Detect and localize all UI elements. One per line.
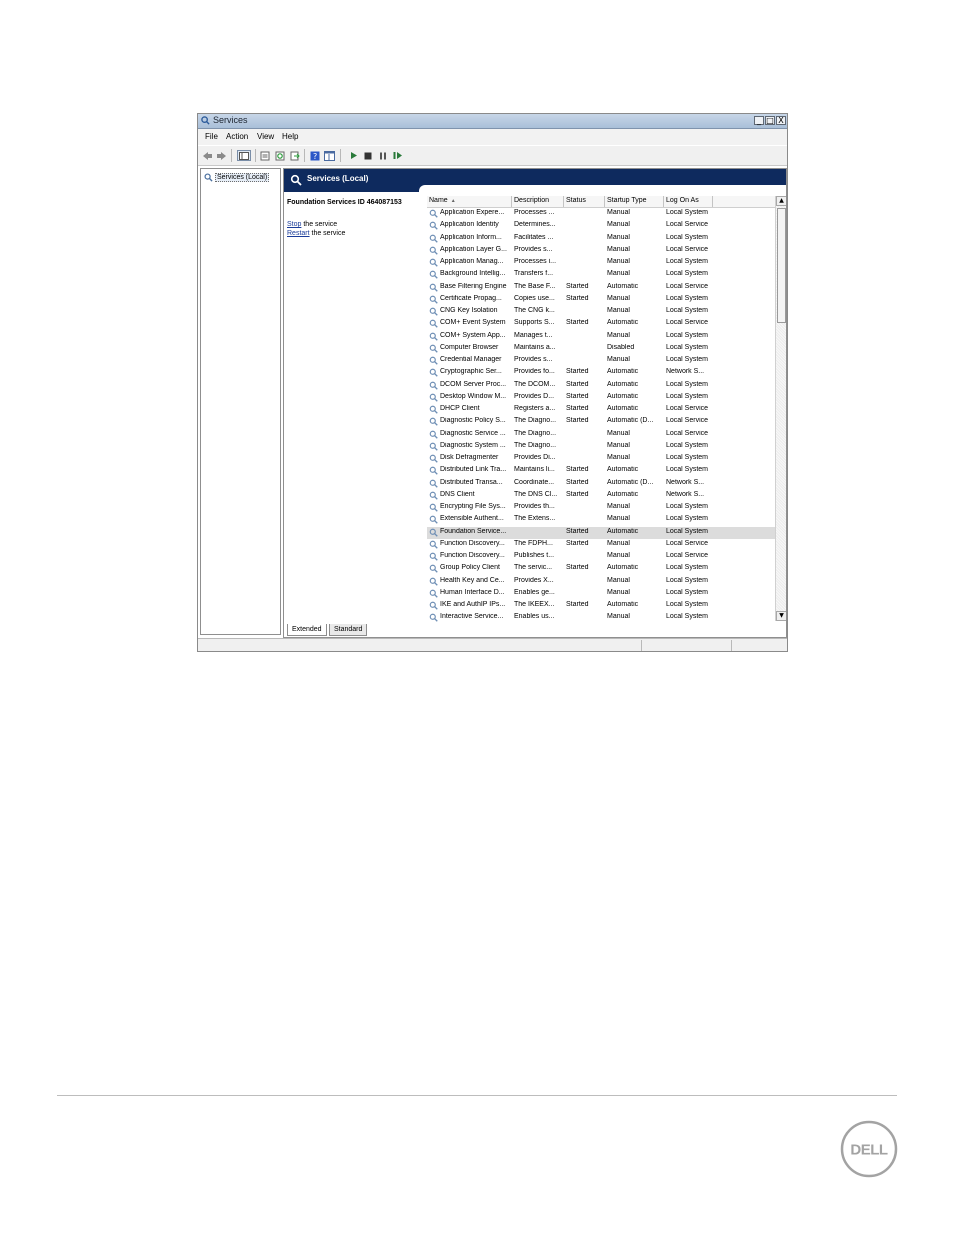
service-name: Distributed Link Tra... (440, 466, 507, 474)
service-gear-icon (429, 405, 438, 414)
column-divider[interactable] (663, 196, 664, 207)
status-bar (198, 638, 787, 652)
service-name: Disk Defragmenter (440, 454, 499, 461)
view-tabs (283, 624, 787, 637)
service-description: Provides th... (514, 503, 555, 510)
service-startup-type: Automatic (607, 601, 639, 608)
services-window (197, 113, 788, 652)
service-row[interactable] (427, 527, 775, 539)
service-gear-icon (429, 209, 438, 218)
console-tree-icon[interactable] (237, 150, 251, 161)
maximize-button[interactable]: □ (766, 116, 774, 125)
svg-text:DELL: DELL (850, 1141, 888, 1159)
service-startup-type: Manual (607, 441, 630, 449)
service-row[interactable] (427, 551, 775, 563)
column-header-description[interactable]: Description (514, 197, 550, 204)
list-header (427, 196, 775, 208)
services-gear-icon (204, 173, 213, 182)
service-name: Application Expere... (440, 209, 505, 216)
service-description: The FDPH... (514, 539, 553, 547)
properties-icon[interactable] (259, 150, 270, 161)
refresh-icon[interactable] (274, 150, 285, 161)
service-log-on-as: Network S... (666, 478, 705, 486)
stop-service-line (287, 221, 337, 228)
service-log-on-as: Local System (666, 527, 709, 535)
service-startup-type: Manual (607, 552, 630, 559)
tree-item-services-local[interactable] (204, 172, 269, 182)
scrollbar-thumb[interactable] (777, 208, 786, 323)
service-row[interactable] (427, 453, 775, 465)
service-startup-type: Manual (607, 307, 630, 314)
service-startup-type: Automatic (607, 466, 639, 474)
menu-file[interactable]: File (205, 132, 218, 141)
service-startup-type: Automatic (607, 380, 639, 388)
service-startup-type: Automatic (607, 392, 639, 400)
service-gear-icon (429, 540, 438, 549)
service-startup-type: Manual (607, 588, 630, 596)
service-log-on-as: Local Service (666, 539, 709, 547)
service-status: Started (566, 478, 589, 486)
service-row[interactable] (427, 539, 775, 551)
status-divider (641, 640, 642, 651)
service-gear-icon (429, 295, 438, 304)
service-log-on-as: Local System (666, 613, 709, 621)
list-rows (427, 208, 775, 621)
service-log-on-as: Local System (666, 331, 709, 339)
service-startup-type: Manual (607, 245, 630, 253)
service-startup-type: Automatic (607, 282, 639, 290)
service-row[interactable] (427, 331, 775, 343)
service-gear-icon (429, 515, 438, 524)
service-startup-type: Manual (607, 539, 630, 547)
service-name: Encrypting File Sys... (440, 503, 506, 510)
service-startup-type: Manual (607, 270, 630, 278)
stop-icon[interactable] (362, 150, 373, 161)
service-status: Started (566, 490, 589, 498)
service-row[interactable] (427, 441, 775, 453)
service-gear-icon (429, 454, 438, 463)
service-row[interactable] (427, 257, 775, 269)
service-row[interactable] (427, 355, 775, 367)
service-gear-icon (429, 368, 438, 377)
service-name: COM+ System App... (440, 331, 506, 339)
tab-standard[interactable]: Standard (329, 624, 367, 636)
export-icon[interactable] (289, 150, 300, 161)
service-startup-type: Manual (607, 576, 630, 584)
service-gear-icon (429, 466, 438, 475)
restart-service-text: the service (309, 230, 346, 237)
service-description: Transfers f... (514, 270, 554, 278)
service-row[interactable] (427, 367, 775, 379)
service-row[interactable] (427, 282, 775, 294)
toolbar-separator (231, 149, 232, 162)
service-description: The Diagno... (514, 429, 557, 437)
toolbar-separator (304, 149, 305, 162)
service-description: The IKEEX... (514, 601, 555, 608)
service-startup-type: Manual (607, 294, 630, 302)
service-name: Distributed Transa... (440, 478, 503, 486)
stop-service-link[interactable]: Stop (287, 221, 302, 228)
service-startup-type: Manual (607, 209, 630, 216)
service-log-on-as: Local Service (666, 417, 709, 425)
service-gear-icon (429, 283, 438, 292)
service-name: Human Interface D... (440, 588, 505, 596)
service-name: DCOM Server Proc... (440, 380, 507, 388)
service-name: Function Discovery... (440, 539, 505, 547)
footer-divider (57, 1095, 897, 1096)
service-startup-type: Manual (607, 356, 630, 363)
restart-icon[interactable] (392, 150, 403, 161)
toolbar (198, 146, 787, 166)
service-gear-icon (429, 589, 438, 598)
view-icon[interactable] (324, 150, 335, 161)
service-gear-icon (429, 332, 438, 341)
service-row[interactable] (427, 514, 775, 526)
service-row[interactable] (427, 612, 775, 624)
scroll-up-button[interactable]: ▲ (776, 196, 787, 206)
service-log-on-as: Local Service (666, 429, 709, 437)
service-name: Certificate Propag... (440, 294, 502, 302)
service-name: Group Policy Client (440, 564, 500, 572)
service-row[interactable] (427, 343, 775, 355)
service-description: Enables ge... (514, 588, 555, 596)
service-description: The Extens... (514, 515, 556, 523)
forward-icon[interactable] (216, 150, 227, 161)
column-header-name[interactable]: Name ▲ (429, 197, 456, 204)
service-name: Foundation Service... (440, 527, 507, 535)
service-gear-icon (429, 381, 438, 390)
service-log-on-as: Local System (666, 270, 709, 278)
service-description: The Base F... (514, 282, 556, 290)
scroll-down-button[interactable]: ▼ (776, 611, 787, 621)
service-name: CNG Key Isolation (440, 307, 498, 314)
service-description: The DCOM... (514, 380, 556, 388)
service-gear-icon (429, 270, 438, 279)
toolbar-separator (340, 149, 341, 162)
column-divider[interactable] (712, 196, 713, 207)
service-row[interactable] (427, 465, 775, 477)
service-row[interactable] (427, 245, 775, 257)
service-gear-icon (429, 430, 438, 439)
restart-service-link[interactable]: Restart (287, 230, 310, 237)
service-name: Diagnostic System ... (440, 441, 506, 449)
service-description: Copies use... (514, 294, 555, 302)
service-name: Health Key and Ce... (440, 576, 505, 584)
service-row[interactable] (427, 563, 775, 575)
service-row[interactable] (427, 576, 775, 588)
service-description: Provides fo... (514, 368, 555, 376)
column-divider[interactable] (511, 196, 512, 207)
pane-header-curve (419, 185, 787, 193)
service-description: Processes ... (514, 209, 555, 216)
sort-ascending-icon: ▲ (450, 198, 456, 204)
service-gear-icon (429, 503, 438, 512)
service-status: Started (566, 319, 589, 327)
service-status: Started (566, 466, 589, 474)
service-row[interactable] (427, 233, 775, 245)
status-divider (731, 640, 732, 651)
service-log-on-as: Local Service (666, 282, 709, 290)
service-status: Started (566, 405, 589, 412)
service-description: The servic... (514, 564, 553, 572)
service-description: Processes i... (514, 258, 557, 265)
service-startup-type: Manual (607, 258, 630, 265)
service-name: Diagnostic Policy S... (440, 417, 506, 425)
service-description: Provides s... (514, 356, 553, 363)
service-description: Registers a... (514, 405, 556, 412)
service-startup-type: Manual (607, 503, 630, 510)
service-gear-icon (429, 356, 438, 365)
service-gear-icon (429, 491, 438, 500)
console-tree (200, 168, 281, 635)
service-row[interactable] (427, 380, 775, 392)
service-description: Facilitates ... (514, 233, 554, 241)
service-description: Enables us... (514, 613, 555, 621)
service-log-on-as: Local System (666, 466, 709, 474)
title-bar[interactable] (198, 114, 787, 129)
service-log-on-as: Local System (666, 601, 709, 608)
service-row[interactable] (427, 269, 775, 281)
service-row[interactable] (427, 404, 775, 416)
service-name: DNS Client (440, 490, 475, 498)
service-name: Diagnostic Service ... (440, 429, 506, 437)
column-header-status[interactable]: Status (566, 197, 586, 204)
service-description: Supports S... (514, 319, 555, 327)
service-log-on-as: Local System (666, 343, 709, 351)
service-startup-type: Automatic (607, 564, 639, 572)
menu-action[interactable]: Action (226, 132, 249, 141)
service-log-on-as: Local System (666, 441, 709, 449)
toolbar-separator (255, 149, 256, 162)
stop-service-text: the service (301, 221, 338, 228)
service-name: Base Filtering Engine (440, 282, 507, 290)
service-gear-icon (429, 479, 438, 488)
pause-icon[interactable] (377, 150, 388, 161)
service-row[interactable] (427, 588, 775, 600)
service-row[interactable] (427, 429, 775, 441)
service-status: Started (566, 294, 589, 302)
service-status: Started (566, 527, 589, 535)
service-description: Provides s... (514, 245, 553, 253)
service-status: Started (566, 564, 589, 572)
restart-service-line (287, 230, 345, 237)
column-divider[interactable] (563, 196, 564, 207)
service-startup-type: Automatic (607, 319, 639, 327)
service-description: Provides Di... (514, 454, 556, 461)
services-gear-icon (201, 116, 210, 125)
services-gear-icon (290, 174, 302, 186)
service-description: The Diagno... (514, 417, 557, 425)
service-log-on-as: Local Service (666, 221, 709, 229)
service-name: Credential Manager (440, 356, 502, 363)
service-gear-icon (429, 246, 438, 255)
service-row[interactable] (427, 490, 775, 502)
service-log-on-as: Local System (666, 588, 709, 596)
service-startup-type: Automatic (607, 368, 639, 376)
service-name: Cryptographic Ser... (440, 368, 502, 376)
service-name: Extensible Authent... (440, 515, 504, 523)
column-divider[interactable] (604, 196, 605, 207)
service-row[interactable] (427, 294, 775, 306)
service-log-on-as: Local System (666, 294, 709, 302)
service-gear-icon (429, 577, 438, 586)
close-button[interactable]: X (776, 116, 786, 125)
service-log-on-as: Local System (666, 233, 709, 241)
services-list (427, 196, 787, 621)
service-log-on-as: Local System (666, 209, 709, 216)
service-gear-icon (429, 393, 438, 402)
tree-item-label: Services (Local) (217, 173, 268, 181)
service-status: Started (566, 417, 589, 425)
tab-extended[interactable]: Extended (287, 624, 327, 636)
service-name: DHCP Client (440, 405, 480, 412)
vertical-scrollbar[interactable] (775, 196, 787, 621)
service-name: Background Intellig... (440, 270, 506, 278)
service-description: The DNS Cl... (514, 490, 558, 498)
service-log-on-as: Local System (666, 392, 709, 400)
service-row[interactable] (427, 306, 775, 318)
service-startup-type: Automatic (607, 490, 639, 498)
service-status: Started (566, 539, 589, 547)
service-name: COM+ Event System (440, 319, 506, 327)
services-pane (283, 168, 787, 638)
service-gear-icon (429, 221, 438, 230)
service-log-on-as: Local System (666, 564, 709, 572)
minimize-button[interactable]: _ (754, 116, 764, 125)
menu-view[interactable]: View (257, 132, 275, 141)
service-log-on-as: Local Service (666, 245, 709, 253)
service-log-on-as: Local Service (666, 405, 709, 412)
window-title: Services (213, 115, 248, 125)
service-log-on-as: Local System (666, 515, 709, 523)
service-description: Determines... (514, 221, 556, 229)
service-log-on-as: Local System (666, 503, 709, 510)
service-startup-type: Automatic (D... (607, 417, 654, 425)
service-status: Started (566, 282, 589, 290)
service-row[interactable] (427, 502, 775, 514)
service-name: Application Identity (440, 221, 499, 229)
service-startup-type: Automatic (D... (607, 478, 654, 486)
service-description: Maintains li... (514, 466, 555, 474)
service-name: Desktop Window M... (440, 392, 507, 400)
service-log-on-as: Local Service (666, 319, 709, 327)
service-gear-icon (429, 234, 438, 243)
service-startup-type: Manual (607, 429, 630, 437)
service-startup-type: Manual (607, 515, 630, 523)
service-log-on-as: Local System (666, 258, 709, 265)
service-log-on-as: Local System (666, 576, 709, 584)
service-log-on-as: Network S... (666, 368, 705, 376)
selected-service-title: Foundation Services ID 464087153 (287, 199, 402, 206)
service-gear-icon (429, 528, 438, 537)
service-log-on-as: Local System (666, 454, 709, 461)
back-icon[interactable] (202, 150, 213, 161)
service-status: Started (566, 601, 589, 608)
service-description: The CNG k... (514, 307, 555, 314)
service-name: Function Discovery... (440, 552, 505, 559)
service-description: Provides D... (514, 392, 555, 400)
service-description: Maintains a... (514, 343, 556, 351)
column-header-log-on-as[interactable]: Log On As (666, 197, 699, 204)
service-status: Started (566, 368, 589, 376)
play-icon[interactable] (348, 150, 359, 161)
service-gear-icon (429, 613, 438, 622)
service-gear-icon (429, 344, 438, 353)
service-gear-icon (429, 319, 438, 328)
service-row[interactable] (427, 600, 775, 612)
service-gear-icon (429, 601, 438, 610)
menu-bar (198, 129, 787, 145)
menu-help[interactable]: Help (282, 132, 299, 141)
service-startup-type: Manual (607, 613, 630, 621)
service-row[interactable] (427, 318, 775, 330)
service-startup-type: Manual (607, 331, 630, 339)
service-startup-type: Manual (607, 221, 630, 229)
service-name: IKE and AuthIP IPs... (440, 601, 506, 608)
service-log-on-as: Local System (666, 380, 709, 388)
service-log-on-as: Network S... (666, 490, 705, 498)
service-startup-type: Automatic (607, 405, 639, 412)
service-row[interactable] (427, 220, 775, 232)
column-header-startup-type[interactable]: Startup Type (607, 197, 647, 204)
service-startup-type: Manual (607, 454, 630, 461)
service-status: Started (566, 392, 589, 400)
help-icon[interactable] (309, 150, 320, 161)
service-log-on-as: Local Service (666, 552, 709, 559)
service-log-on-as: Local System (666, 356, 709, 363)
service-row[interactable] (427, 392, 775, 404)
service-gear-icon (429, 552, 438, 561)
dell-logo (840, 1120, 898, 1178)
service-gear-icon (429, 258, 438, 267)
service-gear-icon (429, 417, 438, 426)
service-row[interactable] (427, 208, 775, 220)
service-name: Application Layer G... (440, 245, 507, 253)
service-gear-icon (429, 307, 438, 316)
service-name: Application Manag... (440, 258, 504, 265)
service-description: Provides X... (514, 576, 554, 584)
service-description: Coordinate... (514, 478, 555, 486)
pane-header-title: Services (Local) (307, 174, 369, 183)
service-gear-icon (429, 564, 438, 573)
service-name: Interactive Service... (440, 613, 504, 621)
service-status: Started (566, 380, 589, 388)
service-name: Application Inform... (440, 233, 502, 241)
service-startup-type: Manual (607, 233, 630, 241)
service-name: Computer Browser (440, 343, 499, 351)
service-description: Publishes t... (514, 552, 555, 559)
service-row[interactable] (427, 478, 775, 490)
service-log-on-as: Local System (666, 307, 709, 314)
service-description: Manages t... (514, 331, 553, 339)
service-gear-icon (429, 442, 438, 451)
service-startup-type: Disabled (607, 343, 635, 351)
service-description: The Diagno... (514, 441, 557, 449)
service-row[interactable] (427, 416, 775, 428)
svg-text:?: ? (312, 151, 317, 161)
service-startup-type: Automatic (607, 527, 639, 535)
